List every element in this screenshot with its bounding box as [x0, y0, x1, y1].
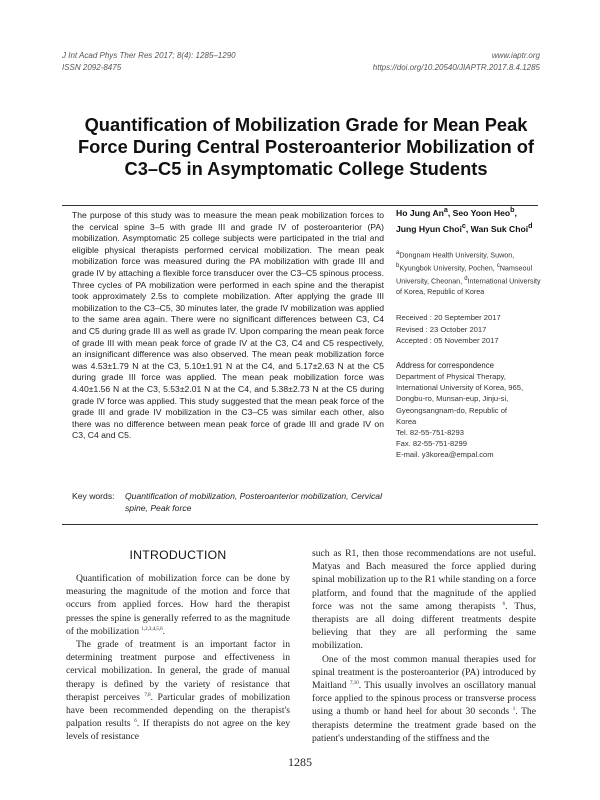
paragraph-text: such as R1, then those recommendations are not useful. Matyas and Bach measured the force applied during spinal mobilization up to the R1 while standing on a force platform, and found that the magnitude of the applied force was not the same among therapists [312, 548, 536, 612]
paragraph-text: . Particular grades of mobilization have been recommended depending on the therapist's palpation results [66, 691, 291, 730]
citation: 6 [134, 719, 137, 725]
affiliation-c: Namseoul University, Cheonan, [396, 263, 533, 286]
keywords [72, 491, 384, 514]
address-line: Dongbu-ro, Munsan-eup, Jinju-si, [396, 394, 509, 404]
keywords-text: Quantification of mobilization, Posteroanterior mobilization, Cervical spine, Peak force [125, 491, 382, 513]
paragraph-text: Quantification of mobilization force can be done by measuring the magnitude of the motion and force that occurs from applied forces. How hard the therapist presses the spine is generally referred to as the magnitude of the mobilization [66, 573, 290, 637]
author-sup: a [443, 206, 448, 214]
paragraph [312, 547, 536, 653]
citation: 7,10 [349, 680, 359, 686]
address-line: Gyeongsangnam-do, Republic of [396, 405, 508, 415]
affiliation-d: International University of Korea, Republic of Korea [396, 276, 541, 296]
citation: 7,8 [144, 692, 151, 698]
paragraph-text: . This usually involves an oscillatory manual force applied to the spinous process or transverse process using a thumb or hand heel for about 30 seconds [312, 680, 537, 718]
affiliations [396, 248, 546, 298]
abstract: The purpose of this study was to measure the mean peak mobilization forces to the cervical spine 3–5 with grade III and grade IV of posteroanterior (PA) mobilization. Asymptomatic 25 college subjects were participated in the trial and eligible physical therapists performed cervical mobilization. The mean peak mobilization force was measured during the PA mobilization with grade III and grade IV by attaching a flexible force transducer over the C3–C5 spinous process. Three cycles of PA mobilization were performed in each spine and the therapist took approximately 2.5s to complete mobilization. After applying the grade III mobilization to the C3–C5, 30 minutes later, the grade IV mobilization was applied to the same area again. There were no significant differences between C3, C4 and C5 during grade III as well as grade IV. Upon comparing the mean peak force of grade III with mean peak force of grade IV at the C3, C4 and C5 respectively, an insignificant difference was also observed. The mean peak mobilization force was 4.53±1.79 N at the C3, 5.10±1.91 N at the C4, and 5.17±2.63 N at the C5 during grade III force was applied. The mean peak mobilization force was 4.40±1.56 N at the C3, 5.53±2.01 N at the C4, and 5.38±2.73 N at the C5 during grade IV force was applied. This study suggested that the mean peak force of the grade III and grade IV mobilization in the C3–C5 was similar each other, also there was no difference between mean peak force of grade III and grade IV on C3, C4 and C5. [72, 210, 384, 441]
citation: 6 [502, 601, 506, 607]
affil-sup: d [464, 275, 468, 282]
author-name: , Wan Suk Choi [465, 223, 529, 234]
journal-header [62, 50, 236, 74]
page-number: 1285 [288, 755, 312, 769]
received-date: Received : 20 September 2017 [396, 313, 501, 323]
middle-divider [62, 524, 538, 525]
affiliation-b: Kyungbok University, Pochen, [399, 263, 495, 273]
issn: ISSN 2092-8475 [62, 63, 122, 72]
paragraph-text: . [162, 625, 166, 637]
fax: Fax. 82-55-751-8299 [396, 439, 467, 449]
accepted-date: Accepted : 05 November 2017 [396, 336, 499, 346]
body-column-right [312, 547, 536, 745]
paper-title: Quantification of Mobilization Grade for Mean Peak Force During Central Posteroanterior Mobilization of C3–C5 in Asymptomatic College Students [77, 114, 535, 179]
revised-date: Revised : 23 October 2017 [396, 324, 487, 334]
telephone: Tel. 82-55-751-8293 [396, 427, 464, 437]
website-link[interactable]: www.iaptr.org [491, 51, 540, 60]
address-line: Department of Physical Therapy, [396, 371, 506, 381]
paragraph-text: . The therapists determine the treatment grade based on the patient's understanding of the stiffness and the [312, 706, 536, 744]
email-link[interactable]: E-mail. y3korea@empal.com [396, 450, 494, 460]
author-list [396, 204, 546, 236]
author-separator: , [514, 207, 517, 218]
article-dates [396, 312, 546, 347]
citation: 1 [512, 707, 516, 713]
keywords-label: Key words: [72, 491, 115, 501]
paragraph [66, 572, 290, 638]
affil-sup: a [396, 249, 400, 256]
paragraph-text: . Thus, therapists are all doing different treatments despite believing that they are all performing the same mobilization. [312, 600, 536, 652]
author-info [396, 204, 546, 461]
author-sup: c [461, 221, 466, 230]
correspondence [396, 360, 546, 461]
journal-citation: J Int Acad Phys Ther Res 2017; 8(4): 1285–1290 [62, 51, 236, 60]
affil-sup: c [496, 262, 500, 269]
author-name: , Seo Yoon Heo [447, 207, 511, 218]
paragraph-text: . If therapists do not agree on the key levels of resistance [66, 718, 291, 743]
author-name: Ho Jung An [396, 207, 444, 218]
correspondence-heading: Address for correspondence [396, 360, 494, 370]
doi-link[interactable]: https://doi.org/10.20540/JIAPTR.2017.8.4.1285 [372, 63, 540, 72]
paragraph [312, 653, 536, 745]
journal-links [373, 50, 540, 74]
paragraph-text: One of the most common manual therapies used for spinal treatment is the posteroanterior (PA) introduced by Maitland [312, 653, 536, 692]
affil-sup: b [396, 262, 400, 269]
citation: 1,2,3,4,5,6 [141, 626, 163, 632]
address-line: Korea [396, 416, 417, 426]
address-line: International University of Korea, 965, [396, 383, 524, 393]
author-sup: b [510, 206, 515, 214]
author-sup: d [528, 221, 533, 230]
affiliation-a: Dongnam Health University, Suwon, [399, 250, 515, 260]
paragraph-text: The grade of treatment is an important factor in determining treatment purpose and effectiveness in cervical mobilization. In general, the grade of manual therapy is defined by the variety of resistance that therapist perceives [66, 639, 290, 703]
paragraph [66, 638, 290, 744]
body-column-left [66, 572, 290, 744]
author-name: Jung Hyun Choi [396, 223, 462, 234]
section-heading: INTRODUCTION [129, 548, 227, 562]
